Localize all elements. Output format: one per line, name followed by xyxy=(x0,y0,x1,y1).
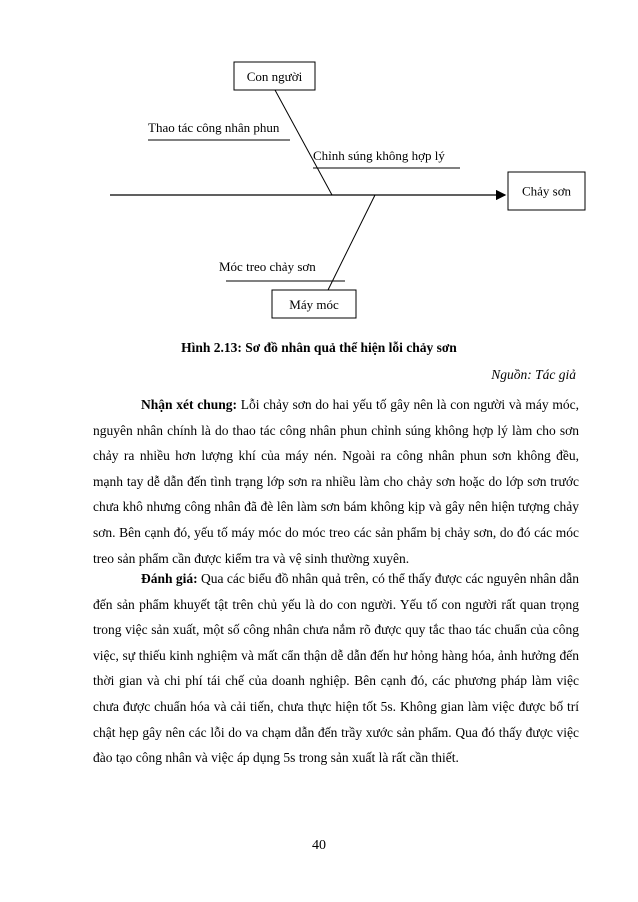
page-number: 40 xyxy=(312,838,326,853)
paragraph-body: Lỗi chảy sơn do hai yếu tố gây nên là con người và máy móc, nguyên nhân chính là do thao tác công nhân phun chỉnh súng không hợp lý làm cho sơn chảy ra nhiều hơn lượng khí của máy nén. Ngoài ra công nhân phun sơn không đều, mạnh tay dễ dẫn đến tình trạng lớp sơn ra nhiều làm cho chảy sơn hoặc do lớp sơn trước chưa khô nhưng công nhân đã đè lên làm sơn bám không kịp và gây nên hiện tượng chảy sơn. Bên cạnh đó, yếu tố máy móc do móc treo các sản phẩm bị chảy sơn, do đó các móc treo sản phẩm cần được kiểm tra và vệ sinh thường xuyên. xyxy=(93,397,579,566)
bone-may-moc xyxy=(328,195,375,290)
paragraph-body: Qua các biểu đồ nhân quả trên, có thể thấy được các nguyên nhân dẫn đến sản phẩm khuyết tật trên chủ yếu là do con người. Yếu tố con người rất quan trọng trong việc sản xuất, một số công nhân chưa nắm rõ được quy tắc thao tác chuẩn của công việc, sự thiếu kinh nghiệm và mất cẩn thận dễ dẫn đến hư hỏng hàng hóa, ảnh hưởng đến thời gian và chi phí tái chế của doanh nghiệp. Bên cạnh đó, các phương pháp làm việc chưa được chuẩn hóa và cải tiến, chưa thực hiện tốt 5s. Không gian làm việc được bố trí chật hẹp gây nên các lỗi do va chạm dẫn đến trầy xước sản phẩm. Qua đó thấy được việc đào tạo công nhân và việc áp dụng 5s trong sản xuất là rất cần thiết. xyxy=(93,571,579,766)
fishbone-diagram xyxy=(0,0,638,330)
bone-con-nguoi xyxy=(275,90,332,195)
figure-caption: Hình 2.13: Sơ đồ nhân quả thể hiện lỗi chảy sơn xyxy=(181,340,457,355)
figure-source: Nguồn: Tác giả xyxy=(491,367,576,382)
cause-label-chinh-sung: Chỉnh súng không hợp lý xyxy=(313,148,445,163)
effect-label: Chảy sơn xyxy=(521,183,572,199)
paragraph-lead: Nhận xét chung: xyxy=(141,397,237,412)
category-label-con-nguoi: Con người xyxy=(246,69,303,84)
paragraph-general-remark xyxy=(93,392,579,571)
cause-label-thao-tac: Thao tác công nhân phun xyxy=(148,120,280,135)
category-label-may-moc: Máy móc xyxy=(289,297,339,312)
cause-label-moc-treo: Móc treo chảy sơn xyxy=(219,259,316,274)
paragraph-evaluation xyxy=(93,566,579,771)
paragraph-lead: Đánh giá: xyxy=(141,571,198,586)
